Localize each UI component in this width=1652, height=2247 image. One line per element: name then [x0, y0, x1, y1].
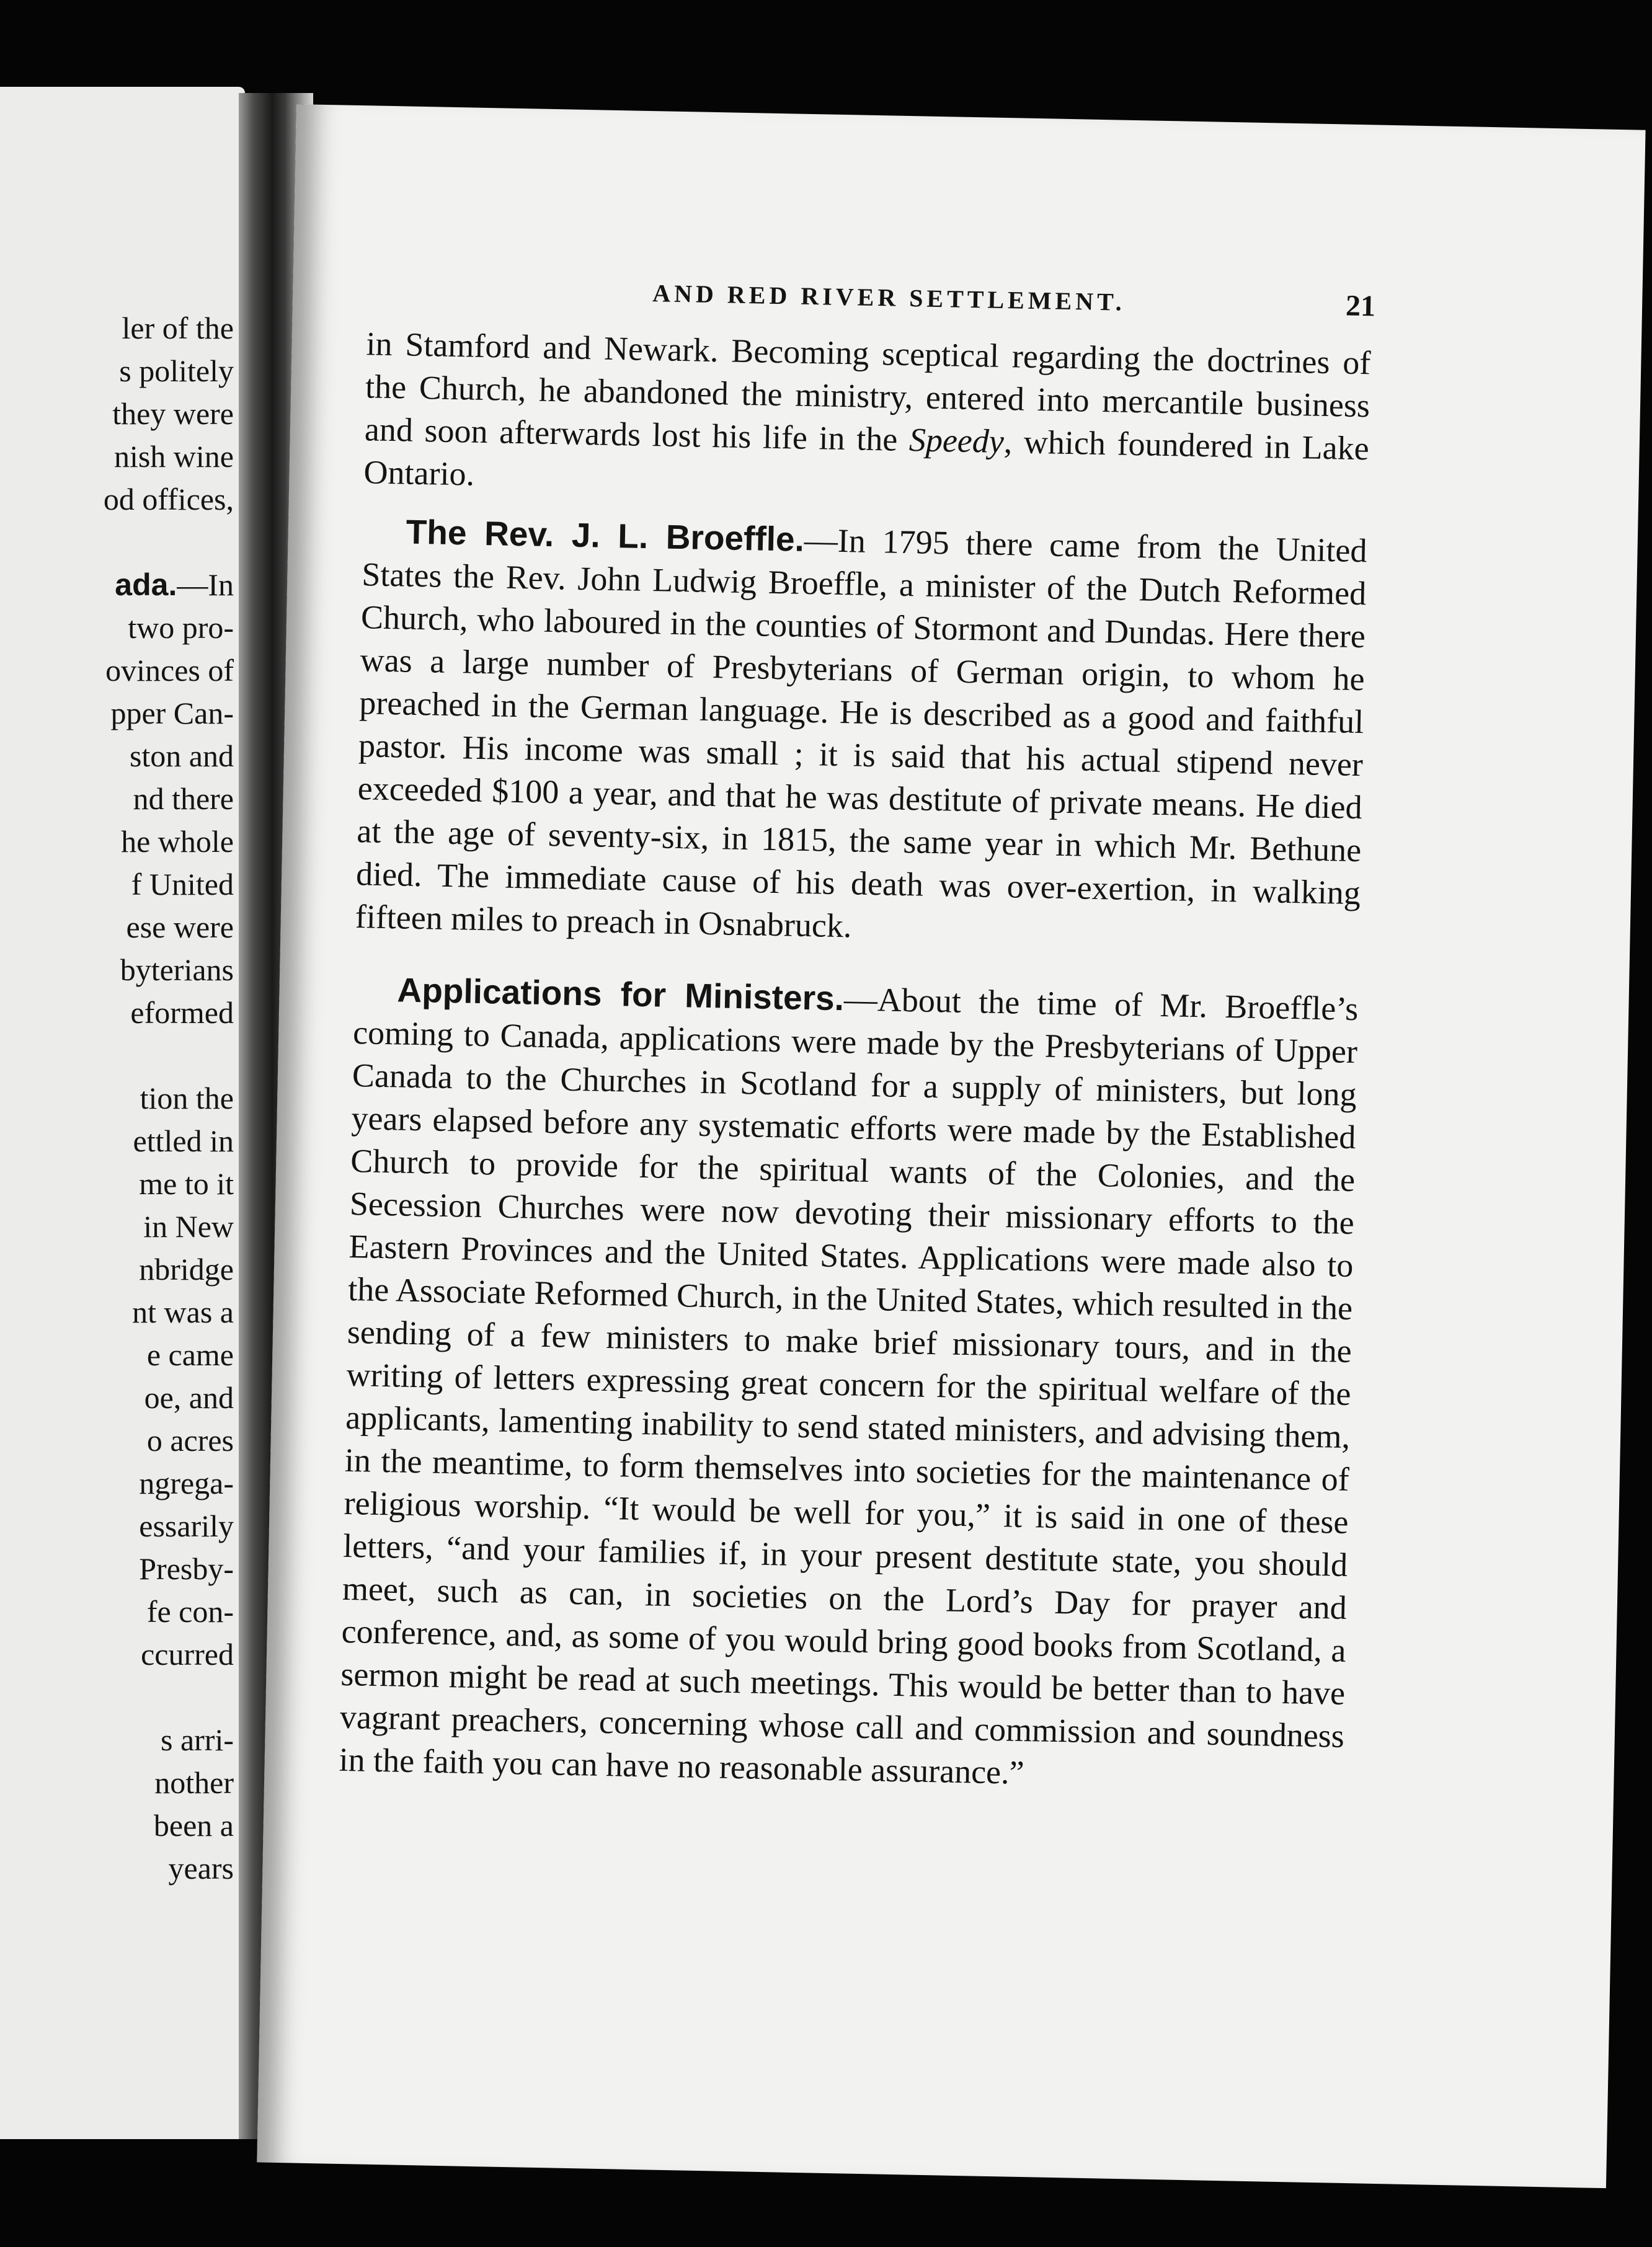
- previous-page-line: two pro-: [128, 610, 234, 645]
- running-header: AND RED RIVER SETTLEMENT.: [652, 279, 1126, 316]
- previous-page-line: in New: [143, 1209, 234, 1244]
- previous-page-line: fe con-: [146, 1594, 234, 1629]
- previous-page-line: nother: [154, 1765, 234, 1800]
- previous-page: [0, 87, 245, 2139]
- previous-page-line: eformed: [130, 995, 234, 1030]
- previous-page-line: [104, 521, 234, 564]
- previous-page-line: ccurred: [141, 1637, 234, 1672]
- previous-page-line: nt was a: [132, 1295, 234, 1329]
- previous-page-line: ston and: [129, 738, 234, 773]
- paragraph-text: —In 1795 there came from the United States the Rev. John Ludwig Broeffle, a minister of the Dutch Reformed Church, who laboured in the counties of Stormont and Dundas. Here there was a large number of Presbyterians of German origin, to whom he preached in the German language. He is described as a good and faithful pastor. His income was small ; it is said that his actual stipend never exceeded $100 a year, and that he was destitute of private means. He died at the age of seventy-six, in 1815, the same year in which Mr. Bethune died. The immediate cause of his death was over-exertion, in walking fifteen miles to preach in Osnabruck.: [355, 521, 1368, 945]
- previous-page-line: ngrega-: [139, 1466, 234, 1500]
- page-number: 21: [1345, 289, 1376, 323]
- paragraph-text: in Stamford and Newark. Becoming sceptical regarding the doctrines of the Church, he abandoned the ministry, entered into mercantile business and soon afterwards lost his life in the: [364, 325, 1371, 459]
- previous-page-line: [104, 1034, 234, 1077]
- previous-page-line: byterians: [120, 952, 234, 987]
- previous-page-line: essarily: [139, 1509, 234, 1543]
- page-body: [339, 322, 1371, 1801]
- previous-page-line: tion the: [140, 1081, 234, 1115]
- previous-page-line: they were: [112, 396, 234, 431]
- paragraph-broeffle: [355, 510, 1367, 957]
- previous-page-line: ettled in: [133, 1124, 234, 1158]
- paragraph-text: —About the time of Mr. Broeffle’s coming to Canada, applications were made by the Presbyterians of Upper Canada to the Churches in Scotland for a supply of ministers, but long years elapsed before any systematic efforts were made by the Established Church to provide for the spiritual wants of the Colonies, and the Secession Churches were now devoting their missionary efforts to the Eastern Provinces and the United States. Applications were made also to the Associate Reformed Church, in the United States, which resulted in the sending of a few ministers to make brief missionary tours, and in the writing of letters expressing great concern for the spiritual welfare of the applicants, lamenting inability to send stated ministers, and advising them, in the meantime, to form themselves into societies for the maintenance of religious worship. “It would be well for you,” it is said in one of these letters, “and your families if, in your present destitute state, you should meet, such as can, in societies on the Lord’s Day for prayer and conference, and, as some of you would bring good books from Scotland, a sermon might be read at such meetings. This would be better than to have vagrant preachers, concerning whose call and commission and soundness in the faith you can have no reasonable assurance.”: [339, 980, 1359, 1792]
- paragraph-continuation: [363, 322, 1371, 513]
- previous-page-line: [104, 1676, 234, 1719]
- previous-page-line: f United: [131, 867, 234, 902]
- previous-page-line: oe, and: [144, 1380, 234, 1415]
- previous-page-text: [104, 307, 234, 1890]
- previous-page-line: pper Can-: [110, 696, 234, 730]
- previous-page-line: s politely: [119, 353, 234, 388]
- paragraph-applications: [339, 968, 1359, 1801]
- previous-page-line: ler of the: [122, 311, 234, 345]
- previous-page-line: nbridge: [139, 1252, 234, 1287]
- previous-page-line: years: [168, 1851, 234, 1886]
- previous-page-line: been a: [153, 1808, 234, 1843]
- section-heading-broeffle: The Rev. J. L. Broeffle.: [406, 512, 805, 559]
- section-heading-applications: Applications for Ministers.: [397, 970, 845, 1018]
- previous-page-line: me to it: [139, 1166, 234, 1201]
- previous-page-line: Presby-: [139, 1551, 234, 1586]
- previous-page-line: od offices,: [103, 482, 234, 516]
- paragraph-text: , which foundered in Lake Ontario.: [363, 423, 1370, 493]
- previous-page-line: ada.—In: [115, 567, 234, 602]
- previous-page-line: he whole: [121, 824, 234, 859]
- current-page: [257, 104, 1645, 2188]
- previous-page-line: ovinces of: [105, 653, 234, 688]
- previous-page-line: s arri-: [161, 1722, 234, 1757]
- previous-page-line: o acres: [146, 1423, 234, 1458]
- previous-page-line: nish wine: [113, 439, 234, 474]
- previous-page-line: e came: [146, 1337, 234, 1372]
- ship-name: Speedy: [908, 421, 1005, 460]
- previous-page-line: nd there: [133, 781, 234, 816]
- previous-page-line: ese were: [126, 910, 234, 944]
